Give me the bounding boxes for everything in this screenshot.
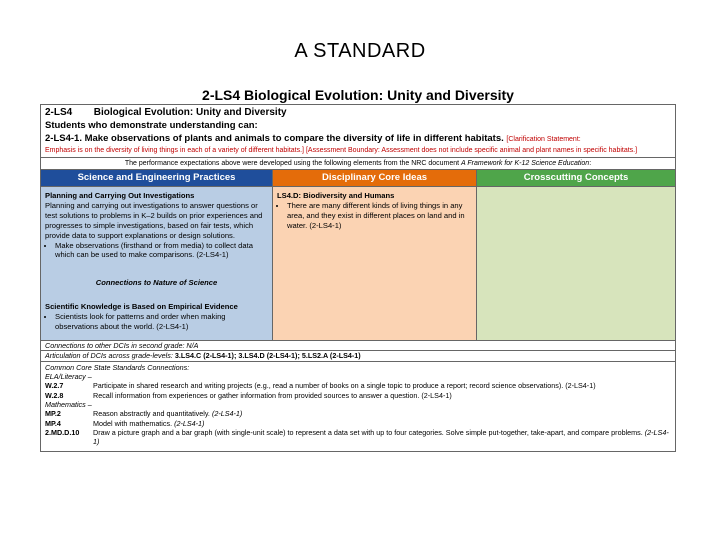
ccss-text: Reason abstractly and quantitatively. — [93, 409, 210, 419]
clarification-label: [Clarification Statement: — [506, 136, 581, 144]
ccss-ref: (2-LS4-1) — [174, 418, 205, 428]
slide-title: A STANDARD — [294, 40, 426, 62]
ccss-ref: (2-LS4-1) — [93, 428, 669, 447]
sep-heading: Planning and Carrying Out Investigations — [45, 191, 195, 201]
ccss-code: W.2.7 — [45, 381, 64, 391]
sep-intro: Planning and carrying out investigations to answer questions or test solutions to problems in K–2 builds on prior experiences and progresses to simple investigations, based on fair tests, which provide data to support explanations or design solutions. — [45, 201, 263, 240]
clarification-text: Emphasis is on the diversity of living things in each of a variety of different habitats.] [Assessment Boundary: Assessment does not include specific animal and plant names in specific habitats.] — [45, 146, 638, 154]
ccss-code: 2.MD.D.10 — [45, 428, 80, 438]
standard-table — [40, 104, 676, 452]
cc-header: Crosscutting Concepts — [477, 170, 675, 187]
dci-bullet: • There are many different kinds of living things in any area, and they exist in different places on land and in water. (2-LS4-1) — [287, 201, 472, 231]
pe-code: 2-LS4-1. — [45, 133, 82, 145]
articulation-text: 3.LS4.C (2-LS4-1); 3.LS4.D (2-LS4-1); 5.LS2.A (2-LS4-1) — [174, 351, 361, 361]
nos-heading: Scientific Knowledge is Based on Empirical Evidence — [45, 302, 238, 312]
pe-text: Make observations of plants and animals to compare the diversity of life in different habitats. — [84, 133, 504, 145]
articulation-row — [41, 351, 675, 361]
ccss-text: Participate in shared research and writing projects (e.g., read a number of books on a single topic to produce a report; record science observations). (2-LS4-1) — [93, 381, 596, 391]
standard-code-row — [45, 106, 671, 119]
ccss-text: Recall information from experiences or gather information from provided sources to answer a question. (2-LS4-1) — [93, 390, 452, 400]
ccss-code: MP.4 — [45, 418, 61, 428]
foundation-columns — [41, 170, 675, 341]
ccss-code: MP.2 — [45, 409, 61, 419]
ccss-text: Model with mathematics. — [93, 418, 173, 428]
note-end: : — [589, 159, 592, 167]
standard-code: 2-LS4 — [45, 107, 73, 118]
ccss-math-title: Mathematics – — [45, 400, 92, 410]
cc-column — [477, 170, 675, 340]
standard-name: Biological Evolution: Unity and Diversity — [93, 107, 287, 118]
framework-note — [41, 158, 675, 170]
connections-other-dcis: Connections to other DCIs in second grade: N/A — [41, 341, 675, 351]
students-line: Students who demonstrate understanding can: — [45, 120, 258, 131]
nos-connections-title: Connections to Nature of Science — [95, 278, 218, 288]
dci-column — [273, 170, 477, 340]
note-text: The performance expectations above were developed using the following elements from the NRC document — [124, 159, 460, 167]
ccss-math-item — [45, 409, 671, 418]
ccss-ela-title: ELA/Literacy – — [45, 371, 92, 381]
sep-bullet: • Make observations (firsthand or from media) to collect data which can be used to make comparisons. (2-LS4-1) — [55, 241, 268, 261]
sep-header: Science and Engineering Practices — [41, 170, 272, 187]
ccss-ref: (2-LS4-1) — [211, 409, 243, 419]
ccss-ela-item — [45, 391, 671, 400]
articulation-label: Articulation of DCIs across grade-levels: — [45, 351, 173, 361]
ccss-connections — [41, 362, 675, 451]
dci-header: Disciplinary Core Ideas — [273, 170, 476, 187]
note-doc: A Framework for K-12 Science Education — [461, 159, 590, 167]
ccss-title: Common Core State Standards Connections: — [45, 362, 190, 372]
nos-bullet: • Scientists look for patterns and order when making observations about the world. (2-LS4-1) — [55, 312, 268, 332]
ccss-math-item — [45, 428, 671, 447]
performance-expectation — [45, 133, 671, 145]
ccss-math-item — [45, 419, 671, 428]
standard-title: 2-LS4 Biological Evolution: Unity and Diversity — [202, 87, 514, 103]
ccss-text: Draw a picture graph and a bar graph (with single-unit scale) to represent a data set with up to four categories. Solve simple put-together, take-apart, and compare problems. — [93, 428, 643, 438]
standard-header — [41, 105, 675, 158]
sep-column — [41, 170, 273, 340]
ccss-code: W.2.8 — [45, 390, 64, 400]
ccss-ela-item — [45, 381, 671, 390]
dci-heading: LS4.D: Biodiversity and Humans — [277, 191, 395, 201]
